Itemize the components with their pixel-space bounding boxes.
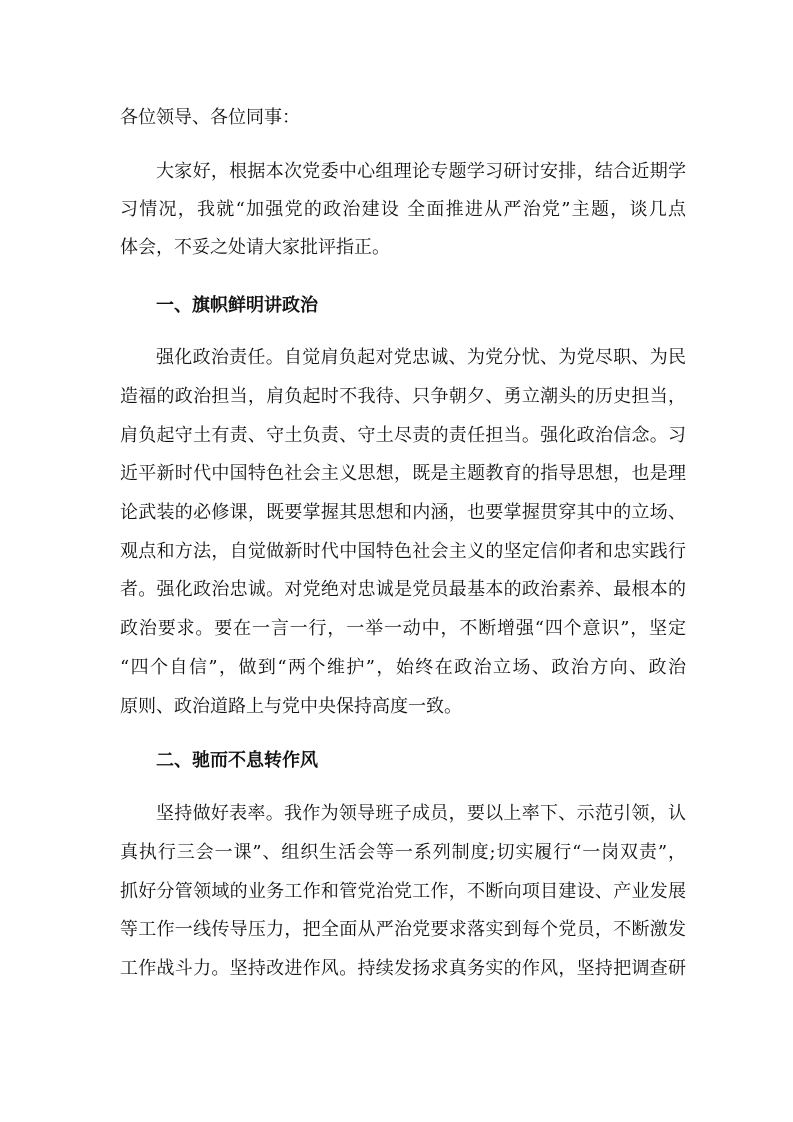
section-1-line-5: 论武装的必修课，既要掌握其思想和内涵，也要掌握贯穿其中的立场、 — [120, 502, 686, 523]
intro-line-2: 习情况，我就“加强党的政治建设 全面推进从严治党”主题，谈几点 — [120, 199, 686, 220]
section-1-heading: 一、旗帜鲜明讲政治 — [156, 295, 318, 316]
section-2-line-2: 真执行三会一课”、组织生活会等一系列制度;切实履行“一岗双责”， — [120, 842, 686, 863]
section-1-line-8: 政治要求。要在一言一行，一举一动中，不断增强“四个意识”，坚定 — [120, 618, 686, 639]
section-2-line-4: 等工作一线传导压力，把全面从严治党要求落实到每个党员，不断激发 — [120, 919, 686, 940]
section-1-line-4: 近平新时代中国特色社会主义思想，既是主题教育的指导思想，也是理 — [120, 463, 686, 484]
intro-line-1: 大家好，根据本次党委中心组理论专题学习研讨安排，结合近期学 — [156, 161, 686, 182]
section-1-line-10: 原则、政治道路上与党中央保持高度一致。 — [120, 696, 462, 717]
section-1-line-7: 者。强化政治忠诚。对党绝对忠诚是党员最基本的政治素养、最根本的 — [120, 579, 686, 600]
section-1-line-6: 观点和方法，自觉做新时代中国特色社会主义的坚定信仰者和忠实践行 — [120, 541, 686, 562]
section-1-line-9: “四个自信”，做到“两个维护”，始终在政治立场、政治方向、政治 — [120, 657, 686, 678]
section-2-line-1: 坚持做好表率。我作为领导班子成员，要以上率下、示范引领，认 — [156, 803, 686, 824]
salutation: 各位领导、各位同事： — [120, 107, 300, 128]
section-1-line-2: 造福的政治担当，肩负起时不我待、只争朝夕、勇立潮头的历史担当， — [120, 386, 686, 407]
section-2-heading: 二、驰而不息转作风 — [156, 750, 318, 771]
section-1-line-3: 肩负起守土有责、守土负责、守土尽责的责任担当。强化政治信念。习 — [120, 425, 686, 446]
intro-line-3: 体会，不妥之处请大家批评指正。 — [120, 237, 390, 258]
section-2-line-3: 抓好分管领域的业务工作和管党治党工作，不断向项目建设、产业发展 — [120, 881, 686, 902]
section-2-line-5: 工作战斗力。坚持改进作风。持续发扬求真务实的作风，坚持把调查研 — [120, 958, 686, 979]
section-1-line-1: 强化政治责任。自觉肩负起对党忠诚、为党分忧、为党尽职、为民 — [156, 347, 686, 368]
